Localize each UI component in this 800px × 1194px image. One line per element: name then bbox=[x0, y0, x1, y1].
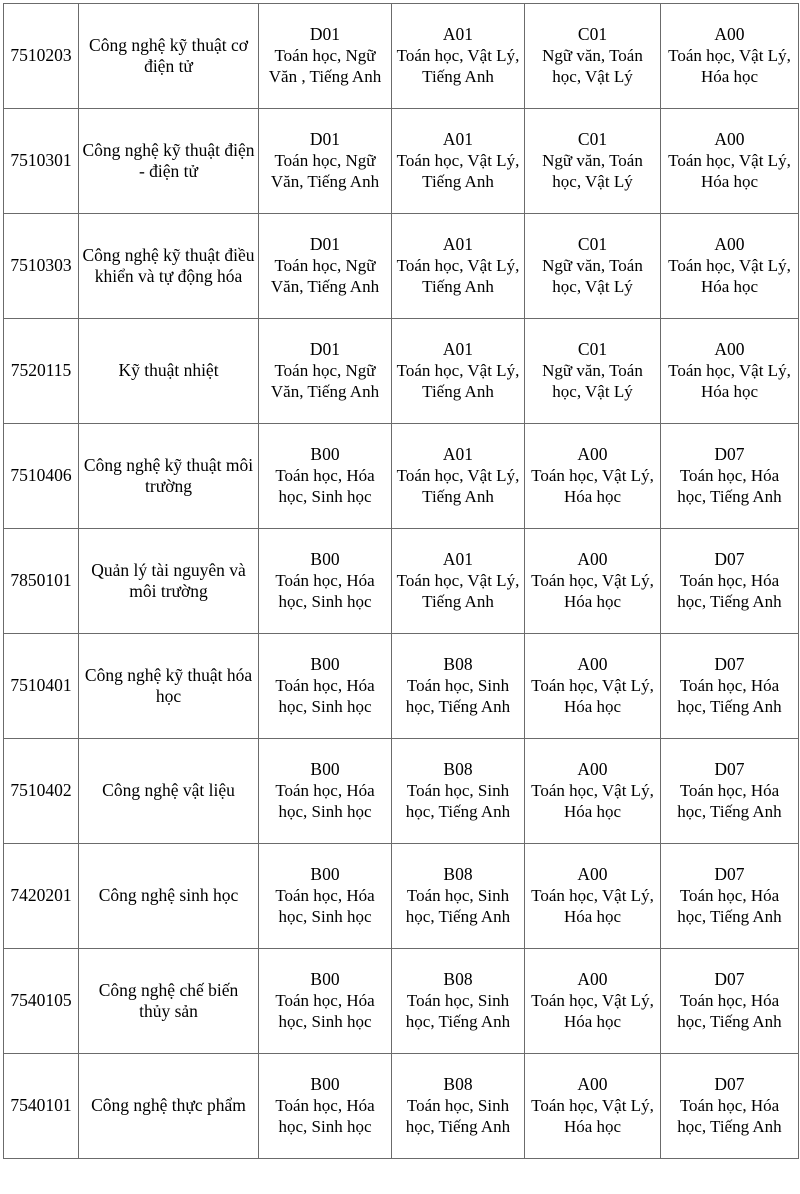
subject-group-cell-4 bbox=[661, 844, 799, 949]
subject-group-subjects: Toán học, Vật Lý, Hóa học bbox=[531, 571, 654, 612]
major-name-cell: Công nghệ kỹ thuật hóa học bbox=[79, 634, 259, 739]
subject-group-cell-4 bbox=[661, 4, 799, 109]
subject-group-cell-3 bbox=[525, 949, 661, 1054]
subject-group-code: D07 bbox=[714, 654, 745, 675]
subject-group-cell-2 bbox=[392, 109, 525, 214]
subject-group-subjects: Toán học, Hóa học, Tiếng Anh bbox=[677, 676, 782, 717]
subject-group-cell-1 bbox=[259, 1054, 392, 1159]
subject-group-subjects: Toán học, Vật Lý, Tiếng Anh bbox=[396, 466, 520, 507]
subject-group-code: A01 bbox=[442, 24, 474, 45]
table-row bbox=[4, 214, 799, 319]
subject-group-code: D07 bbox=[714, 1074, 745, 1095]
subject-group-code: C01 bbox=[577, 129, 608, 150]
subject-group-cell-4 bbox=[661, 214, 799, 319]
subject-group-code: A00 bbox=[714, 24, 745, 45]
major-code-cell: 7510402 bbox=[4, 739, 79, 844]
subject-group-cell-3 bbox=[525, 1054, 661, 1159]
subject-group-cell-4 bbox=[661, 424, 799, 529]
subject-group-code: A00 bbox=[714, 129, 745, 150]
subject-group-code: B00 bbox=[310, 1074, 340, 1095]
subject-group-subjects: Toán học, Vật Lý, Tiếng Anh bbox=[396, 151, 520, 192]
subject-group-subjects: Ngữ văn, Toán học, Vật Lý bbox=[542, 46, 643, 87]
table-row bbox=[4, 424, 799, 529]
subject-group-code: B00 bbox=[310, 654, 340, 675]
subject-group-subjects: Toán học, Vật Lý, Hóa học bbox=[531, 781, 654, 822]
subject-group-subjects: Toán học, Hóa học, Sinh học bbox=[275, 886, 375, 927]
major-name-cell: Công nghệ kỹ thuật môi trường bbox=[79, 424, 259, 529]
subject-group-code: D07 bbox=[714, 969, 745, 990]
subject-group-code: A00 bbox=[714, 339, 745, 360]
major-name-cell: Công nghệ chế biến thủy sản bbox=[79, 949, 259, 1054]
subject-group-subjects: Toán học, Sinh học, Tiếng Anh bbox=[405, 886, 511, 927]
major-code-cell: 7510401 bbox=[4, 634, 79, 739]
table-row bbox=[4, 634, 799, 739]
admissions-major-table bbox=[3, 3, 799, 1159]
subject-group-cell-2 bbox=[392, 739, 525, 844]
subject-group-cell-3 bbox=[525, 4, 661, 109]
major-name-cell: Công nghệ kỹ thuật điều khiển và tự động hóa bbox=[79, 214, 259, 319]
subject-group-code: A01 bbox=[442, 234, 474, 255]
major-code-cell: 7510303 bbox=[4, 214, 79, 319]
major-name-cell: Quản lý tài nguyên và môi trường bbox=[79, 529, 259, 634]
subject-group-subjects: Toán học, Hóa học, Sinh học bbox=[275, 466, 375, 507]
subject-group-code: B08 bbox=[443, 864, 473, 885]
subject-group-code: A00 bbox=[577, 759, 608, 780]
subject-group-cell-1 bbox=[259, 844, 392, 949]
subject-group-code: B08 bbox=[443, 759, 473, 780]
major-code-cell: 7850101 bbox=[4, 529, 79, 634]
subject-group-subjects: Ngữ văn, Toán học, Vật Lý bbox=[542, 256, 643, 297]
subject-group-subjects: Toán học, Vật Lý, Tiếng Anh bbox=[396, 46, 520, 87]
subject-group-subjects: Ngữ văn, Toán học, Vật Lý bbox=[542, 151, 643, 192]
subject-group-code: B00 bbox=[310, 969, 340, 990]
subject-group-cell-1 bbox=[259, 109, 392, 214]
table-row bbox=[4, 319, 799, 424]
major-code-cell: 7510203 bbox=[4, 4, 79, 109]
subject-group-subjects: Toán học, Hóa học, Tiếng Anh bbox=[677, 991, 782, 1032]
subject-group-subjects: Toán học, Vật Lý, Tiếng Anh bbox=[396, 571, 520, 612]
subject-group-cell-2 bbox=[392, 424, 525, 529]
major-code-cell: 7540105 bbox=[4, 949, 79, 1054]
subject-group-cell-4 bbox=[661, 109, 799, 214]
subject-group-cell-4 bbox=[661, 529, 799, 634]
subject-group-cell-1 bbox=[259, 529, 392, 634]
major-code-cell: 7420201 bbox=[4, 844, 79, 949]
major-name-cell: Công nghệ kỹ thuật điện - điện tử bbox=[79, 109, 259, 214]
subject-group-cell-4 bbox=[661, 634, 799, 739]
subject-group-code: B00 bbox=[310, 864, 340, 885]
subject-group-cell-4 bbox=[661, 1054, 799, 1159]
subject-group-subjects: Toán học, Ngữ Văn, Tiếng Anh bbox=[270, 256, 380, 297]
subject-group-code: D07 bbox=[714, 444, 745, 465]
subject-group-code: A01 bbox=[442, 129, 474, 150]
subject-group-cell-4 bbox=[661, 949, 799, 1054]
table-row bbox=[4, 844, 799, 949]
subject-group-cell-1 bbox=[259, 949, 392, 1054]
table-row bbox=[4, 739, 799, 844]
subject-group-code: C01 bbox=[577, 24, 608, 45]
subject-group-code: B08 bbox=[443, 969, 473, 990]
subject-group-cell-2 bbox=[392, 529, 525, 634]
table-row bbox=[4, 1054, 799, 1159]
subject-group-code: A00 bbox=[577, 1074, 608, 1095]
subject-group-subjects: Toán học, Hóa học, Sinh học bbox=[275, 1096, 375, 1137]
subject-group-subjects: Ngữ văn, Toán học, Vật Lý bbox=[542, 361, 643, 402]
subject-group-subjects: Toán học, Hóa học, Tiếng Anh bbox=[677, 781, 782, 822]
subject-group-code: A00 bbox=[577, 444, 608, 465]
subject-group-subjects: Toán học, Vật Lý, Tiếng Anh bbox=[396, 361, 520, 402]
subject-group-cell-3 bbox=[525, 214, 661, 319]
subject-group-code: D01 bbox=[309, 339, 341, 360]
subject-group-subjects: Toán học, Vật Lý, Tiếng Anh bbox=[396, 256, 520, 297]
subject-group-subjects: Toán học, Hóa học, Sinh học bbox=[275, 991, 375, 1032]
subject-group-code: A01 bbox=[442, 339, 474, 360]
table-row bbox=[4, 109, 799, 214]
subject-group-cell-3 bbox=[525, 739, 661, 844]
subject-group-subjects: Toán học, Sinh học, Tiếng Anh bbox=[405, 1096, 511, 1137]
subject-group-subjects: Toán học, Vật Lý, Hóa học bbox=[531, 991, 654, 1032]
subject-group-cell-2 bbox=[392, 319, 525, 424]
subject-group-cell-3 bbox=[525, 529, 661, 634]
subject-group-cell-2 bbox=[392, 634, 525, 739]
subject-group-subjects: Toán học, Hóa học, Sinh học bbox=[275, 676, 375, 717]
subject-group-cell-3 bbox=[525, 109, 661, 214]
subject-group-subjects: Toán học, Vật Lý, Hóa học bbox=[531, 1096, 654, 1137]
subject-group-code: A01 bbox=[442, 444, 474, 465]
subject-group-code: B08 bbox=[443, 654, 473, 675]
subject-group-subjects: Toán học, Ngữ Văn , Tiếng Anh bbox=[268, 46, 382, 87]
subject-group-code: D07 bbox=[714, 549, 745, 570]
subject-group-subjects: Toán học, Ngữ Văn, Tiếng Anh bbox=[270, 151, 380, 192]
subject-group-cell-2 bbox=[392, 4, 525, 109]
subject-group-code: B00 bbox=[310, 759, 340, 780]
subject-group-code: B08 bbox=[443, 1074, 473, 1095]
subject-group-cell-1 bbox=[259, 424, 392, 529]
subject-group-cell-1 bbox=[259, 319, 392, 424]
major-name-cell: Công nghệ thực phẩm bbox=[79, 1054, 259, 1159]
subject-group-cell-1 bbox=[259, 214, 392, 319]
subject-group-cell-2 bbox=[392, 1054, 525, 1159]
subject-group-code: D07 bbox=[714, 864, 745, 885]
subject-group-subjects: Toán học, Sinh học, Tiếng Anh bbox=[405, 676, 511, 717]
subject-group-subjects: Toán học, Hóa học, Sinh học bbox=[275, 781, 375, 822]
subject-group-cell-2 bbox=[392, 844, 525, 949]
subject-group-cell-3 bbox=[525, 424, 661, 529]
subject-group-code: A00 bbox=[577, 654, 608, 675]
subject-group-code: B00 bbox=[310, 444, 340, 465]
subject-group-subjects: Toán học, Vật Lý, Hóa học bbox=[531, 466, 654, 507]
subject-group-subjects: Toán học, Hóa học, Tiếng Anh bbox=[677, 886, 782, 927]
subject-group-cell-2 bbox=[392, 949, 525, 1054]
subject-group-code: A00 bbox=[577, 549, 608, 570]
subject-group-subjects: Toán học, Sinh học, Tiếng Anh bbox=[405, 991, 511, 1032]
subject-group-code: D01 bbox=[309, 234, 341, 255]
subject-group-subjects: Toán học, Vật Lý, Hóa học bbox=[668, 361, 791, 402]
subject-group-code: A00 bbox=[714, 234, 745, 255]
subject-group-code: A00 bbox=[577, 969, 608, 990]
subject-group-subjects: Toán học, Vật Lý, Hóa học bbox=[668, 46, 791, 87]
subject-group-code: C01 bbox=[577, 339, 608, 360]
subject-group-cell-3 bbox=[525, 844, 661, 949]
subject-group-code: B00 bbox=[310, 549, 340, 570]
table-row bbox=[4, 529, 799, 634]
subject-group-cell-1 bbox=[259, 634, 392, 739]
subject-group-code: A00 bbox=[577, 864, 608, 885]
major-code-cell: 7520115 bbox=[4, 319, 79, 424]
subject-group-subjects: Toán học, Vật Lý, Hóa học bbox=[531, 676, 654, 717]
subject-group-subjects: Toán học, Vật Lý, Hóa học bbox=[668, 151, 791, 192]
major-code-cell: 7510406 bbox=[4, 424, 79, 529]
table-body bbox=[4, 4, 799, 1159]
table-row bbox=[4, 4, 799, 109]
subject-group-cell-4 bbox=[661, 739, 799, 844]
subject-group-subjects: Toán học, Hóa học, Tiếng Anh bbox=[677, 571, 782, 612]
subject-group-subjects: Toán học, Hóa học, Tiếng Anh bbox=[677, 1096, 782, 1137]
subject-group-subjects: Toán học, Hóa học, Sinh học bbox=[275, 571, 375, 612]
major-code-cell: 7510301 bbox=[4, 109, 79, 214]
subject-group-subjects: Toán học, Sinh học, Tiếng Anh bbox=[405, 781, 511, 822]
major-name-cell: Kỹ thuật nhiệt bbox=[79, 319, 259, 424]
subject-group-subjects: Toán học, Vật Lý, Hóa học bbox=[668, 256, 791, 297]
subject-group-subjects: Toán học, Hóa học, Tiếng Anh bbox=[677, 466, 782, 507]
subject-group-code: D07 bbox=[714, 759, 745, 780]
table-row bbox=[4, 949, 799, 1054]
subject-group-cell-4 bbox=[661, 319, 799, 424]
subject-group-subjects: Toán học, Vật Lý, Hóa học bbox=[531, 886, 654, 927]
subject-group-cell-2 bbox=[392, 214, 525, 319]
subject-group-subjects: Toán học, Ngữ Văn, Tiếng Anh bbox=[270, 361, 380, 402]
major-code-cell: 7540101 bbox=[4, 1054, 79, 1159]
subject-group-cell-3 bbox=[525, 634, 661, 739]
subject-group-cell-3 bbox=[525, 319, 661, 424]
subject-group-cell-1 bbox=[259, 4, 392, 109]
major-name-cell: Công nghệ sinh học bbox=[79, 844, 259, 949]
major-name-cell: Công nghệ kỹ thuật cơ điện tử bbox=[79, 4, 259, 109]
subject-group-code: C01 bbox=[577, 234, 608, 255]
major-name-cell: Công nghệ vật liệu bbox=[79, 739, 259, 844]
subject-group-cell-1 bbox=[259, 739, 392, 844]
subject-group-code: D01 bbox=[309, 129, 341, 150]
subject-group-code: D01 bbox=[309, 24, 341, 45]
subject-group-code: A01 bbox=[442, 549, 474, 570]
